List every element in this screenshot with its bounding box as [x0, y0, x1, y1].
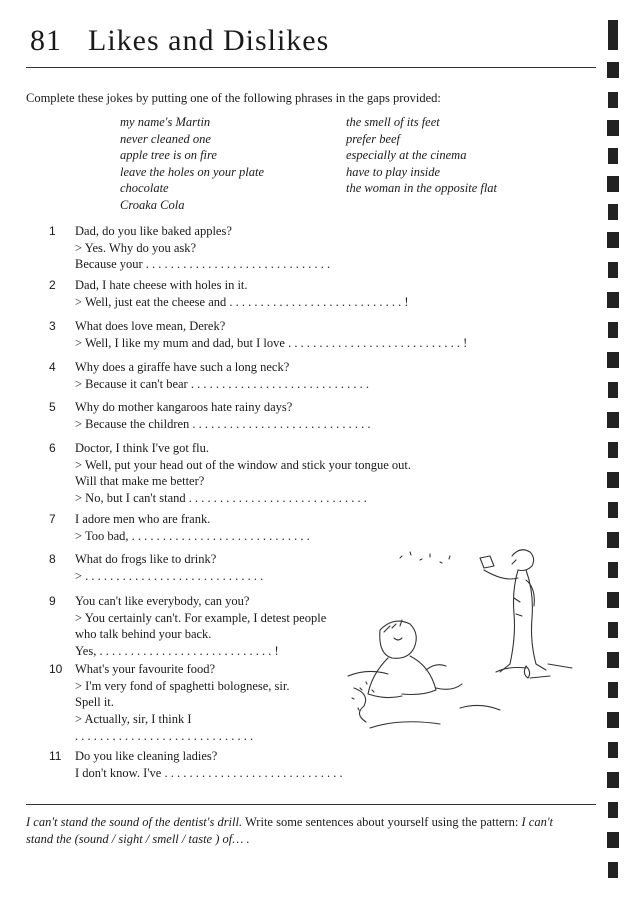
joke-5 — [49, 399, 371, 432]
joke-1 — [49, 223, 331, 273]
joke-gap-line: Because your . . . . . . . . . . . . . . . . . . . . . . . . . . . . . . — [75, 257, 331, 272]
joke-7 — [49, 511, 310, 544]
joke-line: Spell it. — [75, 695, 114, 710]
joke-line: > I'm very fond of spaghetti bolognese, sir. — [75, 678, 290, 693]
joke-8 — [49, 551, 264, 584]
joke-line: > Well, put your head out of the window and stick your tongue out. — [75, 457, 411, 472]
phrase: prefer beef — [346, 131, 401, 146]
joke-number: 3 — [49, 319, 56, 333]
joke-2 — [49, 277, 409, 310]
footer-rule — [26, 804, 596, 805]
joke-11 — [49, 748, 343, 781]
joke-number: 5 — [49, 400, 56, 414]
title-rule — [26, 67, 596, 68]
footer-pattern: I can't stand the (sound / sight / smell / taste ) of… . — [26, 815, 553, 846]
joke-gap-line: > Well, I like my mum and dad, but I love . . . . . . . . . . . . . . . . . . . . . . . . . . . . ! — [75, 335, 468, 350]
joke-number: 8 — [49, 552, 56, 566]
joke-number: 10 — [49, 662, 63, 676]
joke-gap-line: . . . . . . . . . . . . . . . . . . . . . . . . . . . . . — [75, 728, 254, 743]
joke-6 — [49, 440, 411, 507]
joke-number: 6 — [49, 441, 56, 455]
unit-title: Likes and Dislikes — [88, 24, 330, 57]
joke-gap-line: > Too bad, . . . . . . . . . . . . . . . . . . . . . . . . . . . . . — [75, 528, 310, 543]
joke-gap-line: Yes, . . . . . . . . . . . . . . . . . . . . . . . . . . . . ! — [75, 644, 279, 659]
joke-line: I adore men who are frank. — [75, 512, 211, 526]
footer-task — [26, 814, 566, 848]
joke-line: Doctor, I think I've got flu. — [75, 441, 210, 455]
joke-line: > Actually, sir, I think I — [75, 712, 192, 727]
joke-line: What does love mean, Derek? — [75, 319, 226, 333]
cartoon-illustration — [340, 538, 580, 748]
phrase-list-right — [346, 114, 497, 197]
joke-line: > You certainly can't. For example, I detest people — [75, 610, 327, 625]
joke-number: 2 — [49, 278, 56, 292]
joke-3 — [49, 318, 468, 351]
phrase: apple tree is on fire — [120, 148, 217, 163]
joke-number: 11 — [49, 749, 62, 763]
phrase: the smell of its feet — [346, 115, 440, 129]
phrase: never cleaned one — [120, 131, 211, 146]
phrase: especially at the cinema — [346, 148, 467, 163]
joke-9 — [49, 593, 327, 660]
footer-instruction: Write some sentences about yourself using the pattern: — [242, 815, 522, 829]
joke-line: Why do mother kangaroos hate rainy days? — [75, 400, 293, 414]
joke-line: Why does a giraffe have such a long neck? — [75, 360, 290, 374]
joke-line: Will that make me better? — [75, 474, 205, 489]
phrase-list-left — [120, 114, 264, 214]
footer-example: I can't stand the sound of the dentist's drill. — [26, 815, 243, 829]
joke-10 — [49, 661, 290, 745]
joke-number: 9 — [49, 594, 56, 608]
joke-line: What's your favourite food? — [75, 662, 216, 676]
joke-number: 1 — [49, 224, 56, 238]
joke-line: Dad, I hate cheese with holes in it. — [75, 278, 248, 292]
joke-number: 4 — [49, 360, 56, 374]
joke-line: What do frogs like to drink? — [75, 552, 217, 566]
phrase: Croaka Cola — [120, 197, 185, 212]
phrase: chocolate — [120, 181, 169, 196]
joke-number: 7 — [49, 512, 56, 526]
unit-number: 81 — [30, 24, 62, 57]
joke-gap-line: > . . . . . . . . . . . . . . . . . . . . . . . . . . . . . — [75, 568, 264, 583]
joke-line: You can't like everybody, can you? — [75, 594, 250, 608]
phrase: leave the holes on your plate — [120, 164, 265, 179]
phrase: have to play inside — [346, 164, 441, 179]
phrase: my name's Martin — [120, 115, 211, 129]
joke-gap-line: I don't know. I've . . . . . . . . . . . . . . . . . . . . . . . . . . . . . — [75, 765, 343, 780]
phrase: the woman in the opposite flat — [346, 181, 498, 196]
joke-line: who talk behind your back. — [75, 627, 212, 642]
joke-line: Do you like cleaning ladies? — [75, 749, 218, 763]
joke-gap-line: > Because it can't bear . . . . . . . . . . . . . . . . . . . . . . . . . . . . . — [75, 376, 369, 391]
joke-gap-line: > Well, just eat the cheese and . . . . . . . . . . . . . . . . . . . . . . . . . . . . ! — [75, 294, 409, 309]
joke-4 — [49, 359, 369, 392]
joke-line: Dad, do you like baked apples? — [75, 224, 232, 238]
binding-edge-decoration — [600, 0, 624, 899]
joke-line: > Yes. Why do you ask? — [75, 240, 197, 255]
joke-gap-line: > Because the children . . . . . . . . . . . . . . . . . . . . . . . . . . . . . — [75, 416, 371, 431]
page-title — [30, 24, 329, 58]
joke-gap-line: > No, but I can't stand . . . . . . . . . . . . . . . . . . . . . . . . . . . . . — [75, 491, 367, 506]
instructions: Complete these jokes by putting one of the following phrases in the gaps provided: — [26, 91, 441, 105]
